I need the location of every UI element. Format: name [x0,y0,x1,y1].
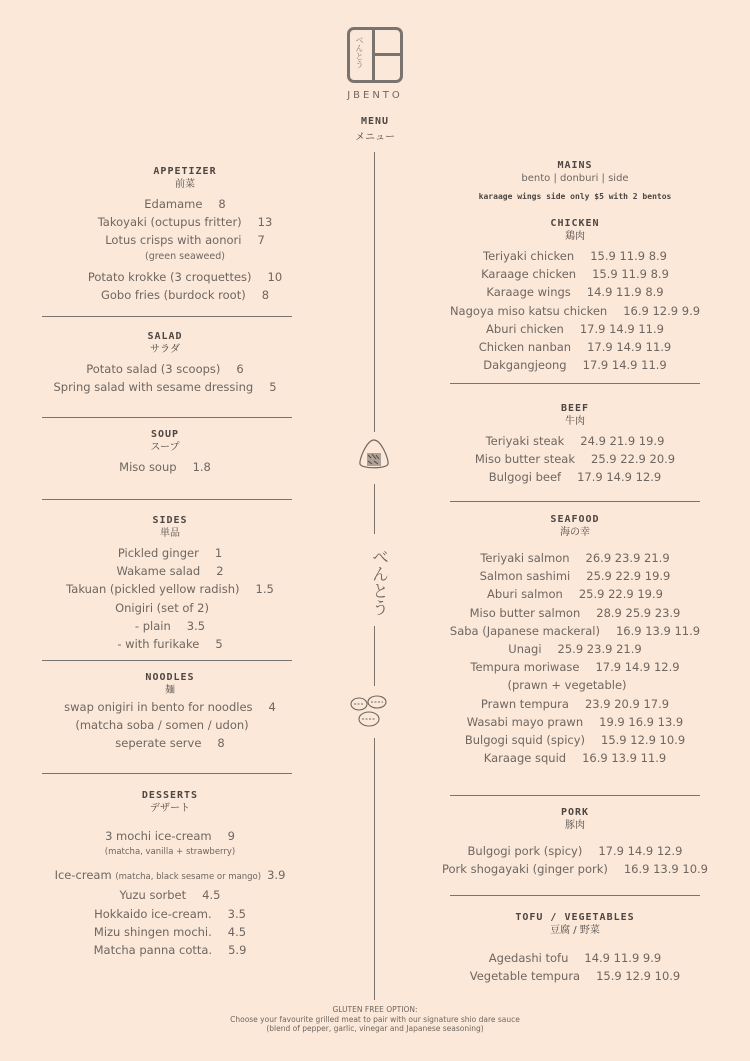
menu-item: Dakgangjeong 17.9 14.9 11.9 [483,358,667,373]
menu-item: swap onigiri in bento for noodles 4 [64,700,276,714]
menu-item: Mizu shingen mochi. 4.5 [93,924,247,939]
mains-header [420,160,730,209]
section-divider [42,499,292,500]
menu-item: seperate serve 8 [115,736,225,751]
section-title: CHICKEN [550,218,600,229]
menu-item: Vegetable tempura 15.9 12.9 10.9 [469,969,681,984]
center-line [374,484,375,534]
section-title: PORK [560,807,590,818]
menu-item: Takoyaki (octupus fritter) 13 [97,215,273,230]
section-title-jp: サラダ [150,344,180,355]
menu-item: Wasabi mayo prawn 19.9 16.9 13.9 [466,714,684,729]
section-title-jp: 鶏肉 [565,231,585,242]
appetizer-section [20,166,350,304]
menu-item: Aburi chicken 17.9 14.9 11.9 [486,321,664,336]
menu-item: Potato salad (3 scoops) 6 [86,362,244,376]
menu-item: Bulgogi pork (spicy) 17.9 14.9 12.9 [467,844,683,858]
menu-item: Yuzu sorbet 4.5 [119,888,221,903]
gyoza-icon [349,693,391,731]
menu-item: Bulgogi squid (spicy) 15.9 12.9 10.9 [464,733,686,748]
menu-item: Miso butter salmon 28.9 25.9 23.9 [469,605,681,620]
menu-item: Teriyaki chicken 15.9 11.9 8.9 [483,249,667,263]
menu-item: Miso soup 1.8 [119,460,211,474]
section-title-jp: デザート [150,803,190,814]
menu-item: Ice-cream (matcha, black sesame or mango) 3.9 [54,868,286,883]
section-divider [450,501,700,502]
soup-section [0,429,330,476]
menu-item: Nagoya miso katsu chicken 16.9 12.9 9.9 [449,303,701,318]
menu-title: MENU [360,116,390,127]
gluten-free-footer [100,1005,650,1034]
menu-item: Teriyaki salmon 26.9 23.9 21.9 [480,551,670,565]
menu-item: Salmon sashimi 25.9 22.9 19.9 [479,569,671,584]
menu-item: Matcha panna cotta. 5.9 [93,943,247,958]
section-title-jp: 麺 [165,685,175,696]
mains-title: MAINS [557,160,593,171]
vertical-bento-text: べんとう [368,548,388,616]
menu-title-jp: メニュー [355,132,395,143]
menu-item: - plain 3.5 [134,618,206,633]
mains-subtitle: bento | donburi | side [521,173,629,184]
section-divider [42,417,292,418]
pork-section [420,807,730,878]
section-title: TOFU / VEGETABLES [515,912,635,923]
section-title: SOUP [150,429,180,440]
menu-item: Edamame 8 [144,197,226,211]
menu-item-note: (matcha, vanilla + strawberry) [104,847,236,858]
noodles-section [5,672,335,753]
center-line [374,152,375,432]
menu-item: Miso butter steak 25.9 22.9 20.9 [474,452,676,467]
menu-item: Pickled ginger 1 [117,546,223,560]
section-divider [450,895,700,896]
tofu-vegetables-section [420,912,730,985]
menu-item: (prawn + vegetable) [507,678,627,693]
footer-line: GLUTEN FREE OPTION: [332,1005,418,1014]
mains-note: karaage wings side only $5 with 2 bentos [478,192,672,201]
menu-item: Onigiri (set of 2) [115,600,209,615]
section-title-jp: 前菜 [175,179,195,190]
section-title-jp: 単品 [160,528,180,539]
section-divider [42,773,292,774]
menu-item: Takuan (pickled yellow radish) 1.5 [66,582,274,597]
menu-item: (matcha soba / somen / udon) [75,718,249,733]
section-title-jp: スープ [150,442,180,453]
section-divider [42,660,292,661]
menu-item: Wakame salad 2 [116,564,224,579]
section-title-jp: 豚肉 [565,820,585,831]
menu-item: Unagi 25.9 23.9 21.9 [508,642,642,657]
menu-item: Karaage chicken 15.9 11.9 8.9 [481,267,669,282]
menu-item: Lotus crisps with aonori 7 [105,233,265,248]
section-divider [450,383,700,384]
menu-item: Potato krokke (3 croquettes) 10 [87,269,283,284]
menu-item: Aburi salmon 25.9 22.9 19.9 [487,587,663,602]
sides-section [5,515,335,653]
chicken-section [420,218,730,374]
section-title: SALAD [147,331,183,342]
menu-item: Chicken nanban 17.9 14.9 11.9 [478,340,672,355]
section-title: SIDES [152,515,188,526]
center-line [374,626,375,686]
menu-item: 3 mochi ice-cream 9 [105,829,235,843]
section-divider [42,316,292,317]
menu-item: Gobo fries (burdock root) 8 [100,287,270,302]
menu-item: Prawn tempura 23.9 20.9 17.9 [480,696,670,711]
section-divider [450,795,700,796]
menu-item: Teriyaki steak 24.9 21.9 19.9 [485,434,665,448]
section-title: APPETIZER [153,166,217,177]
menu-item: Pork shogayaki (ginger pork) 16.9 13.9 10.9 [441,862,708,877]
section-title-jp: 牛肉 [565,416,585,427]
menu-item: - with furikake 5 [117,637,223,652]
menu-item: Hokkaido ice-cream. 3.5 [94,906,246,921]
section-title: BEEF [560,403,590,414]
logo-text: べんとう [355,36,364,68]
menu-item-note: (green seaweed) [145,250,225,262]
menu-item: Spring salad with sesame dressing 5 [53,380,277,395]
section-title-jp: 海の幸 [560,527,590,538]
menu-item: Agedashi tofu 14.9 11.9 9.9 [488,951,662,965]
footer-line: Choose your favourite grilled meat to pair with our signature shio dare sauce [230,1014,520,1024]
onigiri-icon [356,437,392,473]
menu-item: Karaage squid 16.9 13.9 11.9 [483,751,667,766]
section-title: NOODLES [145,672,195,683]
brand-name: JBENTO [347,90,403,101]
salad-section [0,331,330,396]
menu-item: Tempura moriwase 17.9 14.9 12.9 [470,660,680,675]
desserts-section [5,790,335,959]
menu-item: Saba (Japanese mackeral) 16.9 13.9 11.9 [449,623,701,638]
menu-header [300,116,450,143]
menu-item: Karaage wings 14.9 11.9 8.9 [486,285,664,300]
seafood-section [420,514,730,767]
center-line [374,738,375,1000]
menu-item: Bulgogi beef 17.9 14.9 12.9 [488,470,662,485]
section-title: DESSERTS [141,790,199,801]
footer-line: (blend of pepper, garlic, vinegar and Japanese seasoning) [266,1024,484,1033]
beef-section [420,403,730,487]
section-title: SEAFOOD [550,514,600,525]
section-title-jp: 豆腐 / 野菜 [550,925,600,936]
brand-logo [347,27,403,83]
